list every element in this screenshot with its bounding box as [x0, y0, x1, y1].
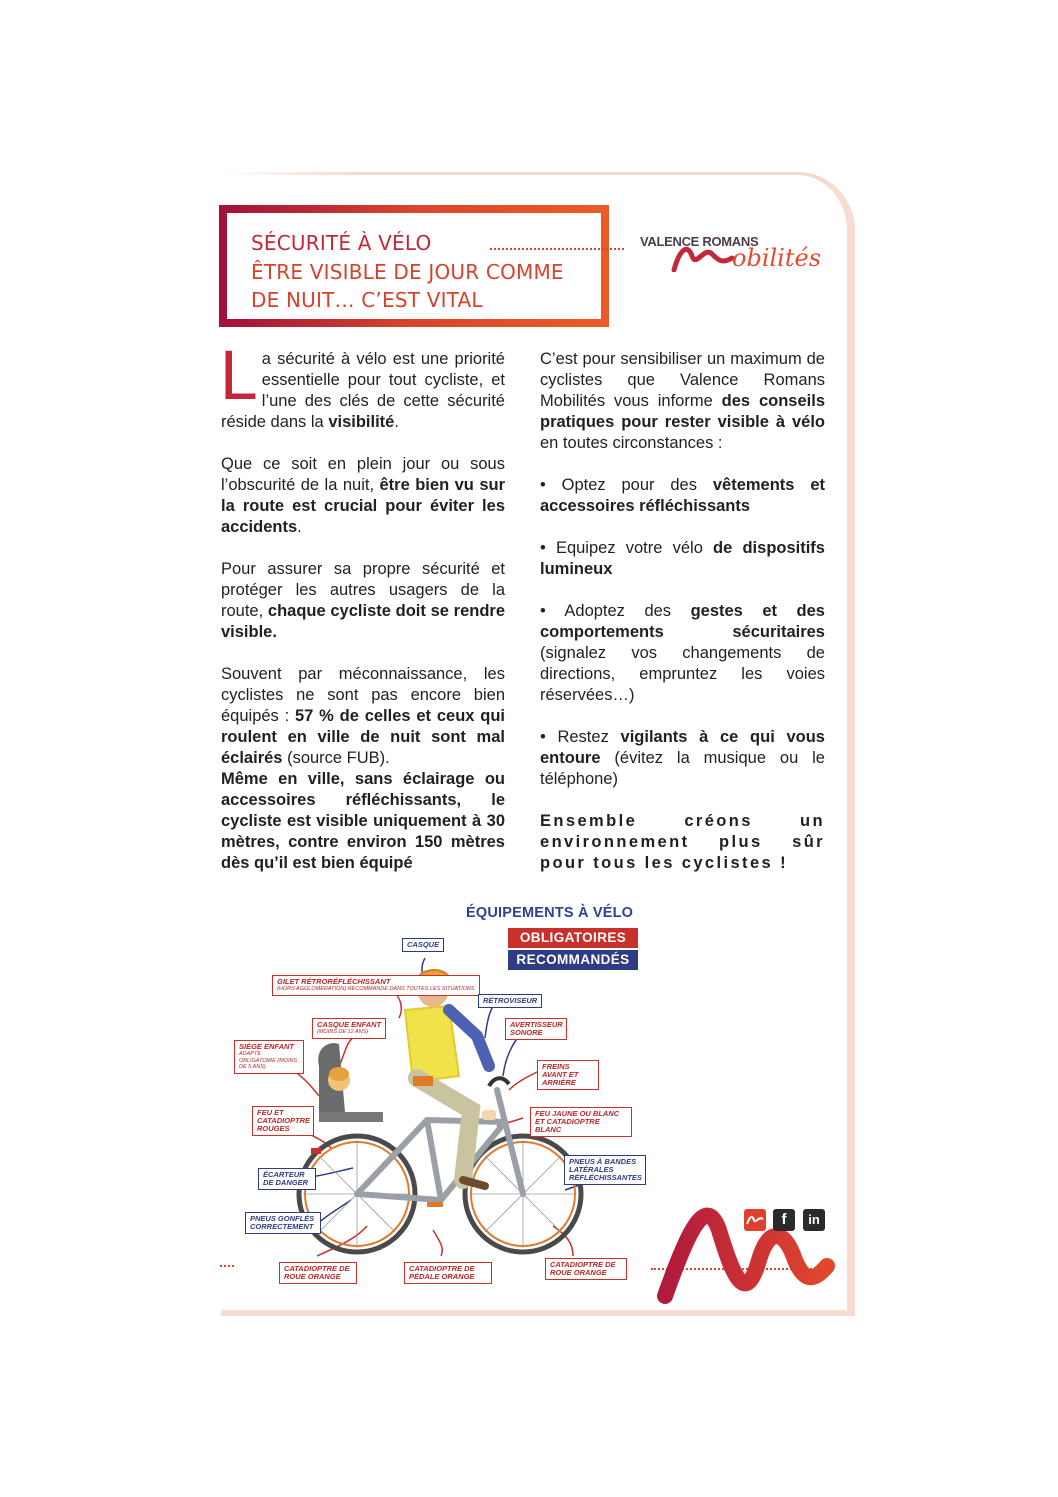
right-text-column [540, 349, 825, 895]
card-border-fade [221, 168, 361, 178]
label-reflective-vest [272, 975, 480, 996]
label-reflective-vest-note: (HORS AGGLOMÉRATION) RECOMMANDÉ DANS TOUTES LES SITUATIONS [277, 986, 475, 992]
bullet2-bold: de dispositifs lumineux [540, 539, 825, 578]
title-box [219, 205, 609, 327]
label-inflated-tyres: PNEUS GONFLÉS CORRECTEMENT [245, 1212, 321, 1234]
badge-recommended: RECOMMANDÉS [508, 950, 638, 970]
intro-end: . [394, 413, 399, 431]
p2-end: . [297, 518, 302, 536]
label-brakes: FREINS AVANT ET ARRIÈRE [537, 1060, 599, 1090]
label-rear-wheel-reflector: CATADIOPTRE DE ROUE ORANGE [279, 1262, 357, 1284]
bullet2-text: • Equipez votre vélo [540, 539, 714, 557]
page-title: SÉCURITÉ À VÉLO [251, 231, 432, 255]
vrm-social-icon[interactable] [744, 1209, 766, 1231]
logo-wave-icon [666, 242, 736, 272]
paragraph-visibility-distance [221, 769, 505, 874]
facebook-icon[interactable]: f [773, 1209, 795, 1231]
bullet3-bold: gestes et des comportements sécuritaires [540, 602, 825, 641]
valence-romans-mobilites-logo [636, 228, 836, 278]
bullet1-text: • Optez pour des [540, 476, 713, 494]
advice-bullet-lights [540, 538, 825, 580]
bullet3-detail: (signalez vos changements de directions, empruntez les voies réservées…) [540, 644, 825, 704]
p4-text: Souvent par méconnaissance, les cyclistes ne sont pas encore bien équipés : [221, 665, 505, 725]
p3-text: Pour assurer sa propre sécurité et protéger les autres usagers de la route, [221, 560, 505, 620]
label-reflective-tyres: PNEUS À BANDES LATÉRALES RÉFLÉCHISSANTES [564, 1155, 646, 1185]
label-reflective-vest-title: GILET RÉTRORÉFLÉCHISSANT [277, 977, 391, 986]
label-front-light: FEU JAUNE OU BLANC ET CATADIOPTRE BLANC [530, 1107, 632, 1137]
p4-source: (source FUB). [282, 749, 390, 767]
bullet4-detail: (évitez la musique ou le téléphone) [540, 749, 825, 788]
p2-text: Que ce soit en plein jour ou sous l’obscurité de la nuit, [221, 455, 505, 494]
label-child-seat [234, 1040, 304, 1074]
p3-bold: chaque cycliste doit se rendre visible. [221, 602, 505, 641]
header-dotted-rule [490, 248, 624, 250]
paragraph-safety [221, 559, 505, 643]
linkedin-icon[interactable]: in [803, 1209, 825, 1231]
label-child-seat-title: SIÈGE ENFANT [239, 1042, 295, 1051]
bullet4-bold: vigilants à ce qui vous entoure [540, 728, 825, 767]
closing-statement: Ensemble créons un environnement plus sûr pour tous les cyclistes ! [540, 812, 825, 872]
logo-text-top: VALENCE ROMANS [640, 234, 759, 249]
label-child-seat-note: ADAPTÉ OBLIGATOIRE (MOINS DE 5 ANS) [239, 1051, 298, 1070]
paragraph-statistics [221, 664, 505, 769]
label-horn: AVERTISSEUR SONORE [505, 1018, 567, 1040]
left-text-column [219, 338, 505, 895]
page-subtitle-line1: ÊTRE VISIBLE DE JOUR COMME [251, 260, 564, 284]
p4-bold: 57 % de celles et ceux qui roulent en ville de nuit sont mal éclairés [221, 707, 505, 767]
label-danger-spacer: ÉCARTEUR DE DANGER [258, 1168, 316, 1190]
advice-bullet-clothing [540, 475, 825, 517]
logo-text-bottom: obilités [732, 244, 822, 272]
paragraph-day-night [221, 454, 505, 538]
label-rear-light: FEU ET CATADIOPTRE ROUGES [252, 1106, 314, 1136]
bullet4-text: • Restez [540, 728, 621, 746]
page-subtitle-line2: DE NUIT… C’EST VITAL [251, 288, 483, 312]
label-helmet: CASQUE [402, 938, 444, 952]
p2-bold: être bien vu sur la route est crucial pour éviter les accidents [221, 476, 505, 536]
infographic-heading: ÉQUIPEMENTS À VÉLO [466, 905, 634, 921]
advice-intro-end: en toutes circonstances : [540, 434, 723, 452]
label-mirror: RÉTROVISEUR [478, 994, 542, 1008]
bullet1-bold: vêtements et accessoires réfléchissants [540, 476, 825, 515]
label-child-helmet [312, 1018, 386, 1039]
bullet3-text: • Adoptez des [540, 602, 691, 620]
advice-intro-bold: des conseils pratiques pour rester visible à vélo [540, 392, 825, 431]
advice-bullet-vigilance [540, 727, 825, 790]
advice-bullet-behaviour [540, 601, 825, 706]
footer-dotted-rule-left [220, 1265, 234, 1267]
intro-paragraph [219, 338, 505, 433]
badge-mandatory: OBLIGATOIRES [508, 928, 638, 948]
advice-intro [540, 349, 825, 454]
drop-cap: L [219, 338, 256, 415]
label-front-wheel-reflector: CATADIOPTRE DE ROUE ORANGE [545, 1258, 627, 1280]
label-pedal-reflector: CATADIOPTRE DE PÉDALE ORANGE [404, 1262, 492, 1284]
label-child-helmet-note: (MOINS DE 12 ANS) [317, 1029, 369, 1035]
advice-intro-text: C’est pour sensibiliser un maximum de cyclistes que Valence Romans Mobilités vous informe [540, 350, 825, 410]
label-child-helmet-title: CASQUE ENFANT [317, 1020, 382, 1029]
intro-text: a sécurité à vélo est une priorité essentielle pour tout cycliste, et l’une des clés de cette sécurité réside dans la [221, 350, 505, 431]
intro-bold: visibilité [328, 413, 395, 431]
p5-bold: Même en ville, sans éclairage ou accessoires réfléchissants, le cycliste est visible uniquement à 30 mètres, contre environ 150 mètres dès qu’il est bien équipé [221, 770, 505, 872]
